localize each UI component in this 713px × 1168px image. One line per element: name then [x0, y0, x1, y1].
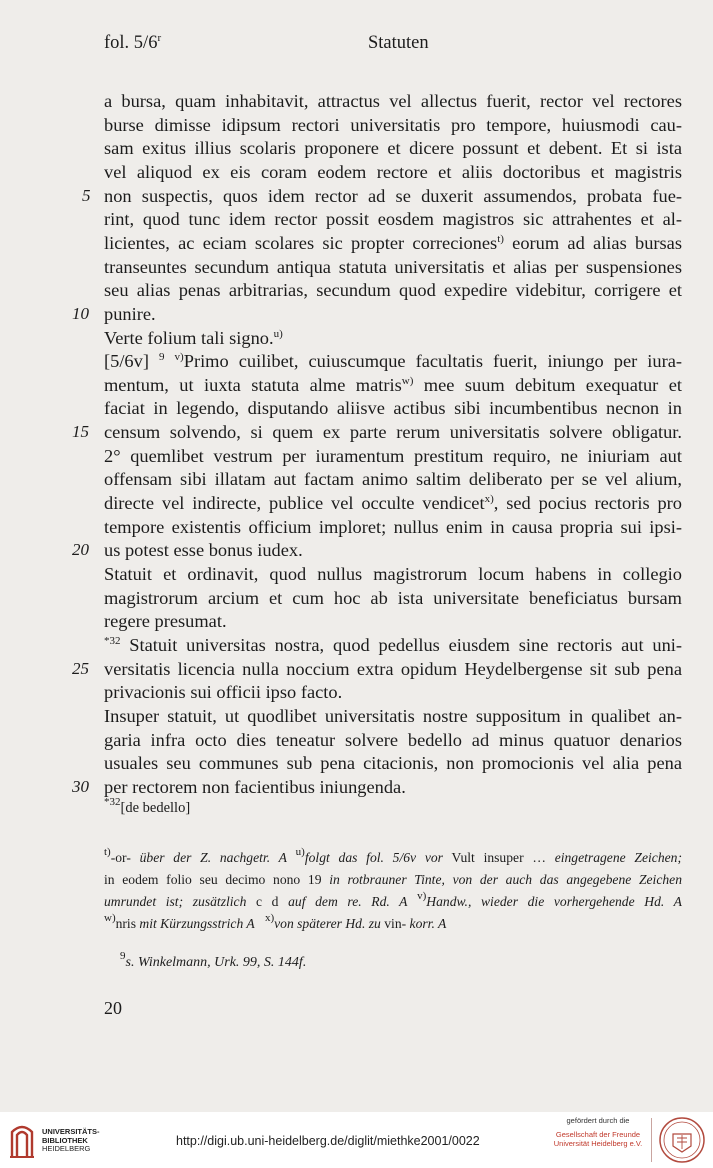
apparatus-line: in eodem folio seu decimo nono 19 in rotbrauner Tinte, von der auch das angegebene Zeichen — [104, 872, 682, 887]
text-line: mentum, ut iuxta statuta alme matris$^{w)}$ mee suum debitum exequatur et — [104, 374, 682, 395]
text-line: punire. — [104, 303, 156, 324]
library-name: UNIVERSITÄTS- BIBLIOTHEK HEIDELBERG — [42, 1127, 100, 1153]
text-line: Insuper statuit, ut quodlibet universitatis nostre suppositum in qualibet an- — [104, 705, 682, 726]
library-logo-icon — [8, 1120, 36, 1160]
digitization-footer — [0, 1112, 713, 1168]
text-line: privacionis sui officii ipso facto. — [104, 682, 343, 703]
text-line: regere presumat. — [104, 611, 227, 632]
line-number: 25 — [72, 658, 89, 678]
text-line: $^{*32}$ Statuit universitas nostra, quod pedellus eiusdem sine rectoris aut uni- — [104, 634, 682, 655]
running-header-folio: fol. 5/6$^r$ — [104, 32, 162, 53]
text-line: a bursa, quam inhabitavit, attractus vel allectus fuerit, rector vel rectores — [104, 91, 682, 111]
text-line: directe vel indirecte, publice vel occulte vendicet$^{x)}$, sed pocius rectoris pro — [104, 493, 682, 514]
text-line: usuales seu communes sub pena citacionis, non promocionis vel alia pena — [104, 753, 682, 774]
page-number: 20 — [104, 998, 122, 1018]
apparatus-line: $^{w)}$nris mit Kürzungsstrich A $^{x)}$von späterer Hd. zu vin- korr. A — [104, 912, 447, 931]
text-line: licientes, ac eciam scolares sic propter correciones$^{t)}$ eorum ad alias bursas — [104, 232, 682, 253]
apparatus-line: umrundet ist; zusätzlich c d auf dem re. Rd. A $^{v)}$Handw., wieder die vorhergehende Hd. A — [104, 890, 682, 909]
funding-note: gefördert durch die Gesellschaft der Freunde Universität Heidelberg e.V. — [553, 1116, 643, 1148]
line-number: 30 — [72, 776, 89, 796]
text-line: offensam sibi illatam aut factam animo saltim deliberato per se vel alium, — [104, 469, 682, 490]
text-line: seu alias penas arbitrarias, secundum quod expedire videbitur, corrigere et — [104, 280, 682, 301]
text-line: non suspectis, quos idem rector ad se duxerit assumendos, probata fue- — [104, 185, 682, 206]
text-line: Statuit et ordinavit, quod nullus magistrorum locum habens in collegio — [104, 564, 682, 584]
text-line: tempore existentis officium imploret; nullus enim in causa propria sui ipsi- — [104, 516, 682, 537]
text-line: censum solvendo, si quem ex parte rerum universitatis solvere obligatur. — [104, 422, 682, 443]
text-line: [5/6v] $^9$ $^{v)}$Primo cuilibet, cuiuscumque facultatis fuerit, iniungo per iura- — [104, 351, 682, 372]
text-line: per rectorem non facientibus iniungenda. — [104, 776, 406, 797]
margin-note: $^{*32}$[de bedello] — [104, 796, 191, 816]
footnote: $^9$s. Winkelmann, Urk. 99, S. 144f. — [120, 950, 307, 970]
line-number: 5 — [82, 185, 91, 205]
text-line: garia infra octo dies teneatur solvere bedello ad minus quatuor denarios — [104, 729, 682, 750]
text-line: vel aliquod ex eis coram eodem rectore et aliis doctoribus et magistris — [104, 161, 682, 182]
text-line: 2° quemlibet vestrum per iuramentum prestitum requiro, ne iniuriam aut — [104, 445, 682, 466]
text-line: burse dimisse idipsum rectori universitatis pro tempore, huiusmodi cau- — [104, 114, 682, 135]
line-number: 10 — [72, 303, 89, 323]
text-line: Verte folium tali signo.$^{u)}$ — [104, 327, 283, 348]
running-header-title: Statuten — [368, 33, 429, 53]
line-number: 20 — [72, 540, 89, 560]
text-line: faciat in legendo, disputando aliisve actibus sibi incumbentibus necnon in — [104, 398, 682, 419]
apparatus-line: $^{t)}$-or- über der Z. nachgetr. A $^{u)}$folgt das fol. 5/6v vor Vult insuper … eingetragene Zeichen; — [104, 846, 682, 865]
text-line: transeuntes secundum antiqua statuta universitatis et alias per suspensiones — [104, 256, 682, 277]
text-line: versitatis licencia nulla noccium extra opidum Heydelbergense sit sub pena — [104, 658, 682, 679]
university-seal-icon — [658, 1116, 706, 1164]
permalink-url[interactable]: http://digi.ub.uni-heidelberg.de/diglit/miethke2001/0022 — [176, 1134, 480, 1148]
footer-divider — [651, 1118, 652, 1162]
text-line: rint, quod tunc idem rector possit eosdem magistros sic attrahentes et al- — [104, 209, 682, 230]
text-line: magistrorum arcium et cum hoc ab ista universitate beneficiatus bursam — [104, 587, 682, 608]
line-number: 15 — [72, 422, 89, 442]
text-line: us potest esse bonus iudex. — [104, 540, 303, 561]
text-line: sam exitus illius scolaris proponere et dicere possunt et debent. Et si ista — [104, 138, 682, 159]
